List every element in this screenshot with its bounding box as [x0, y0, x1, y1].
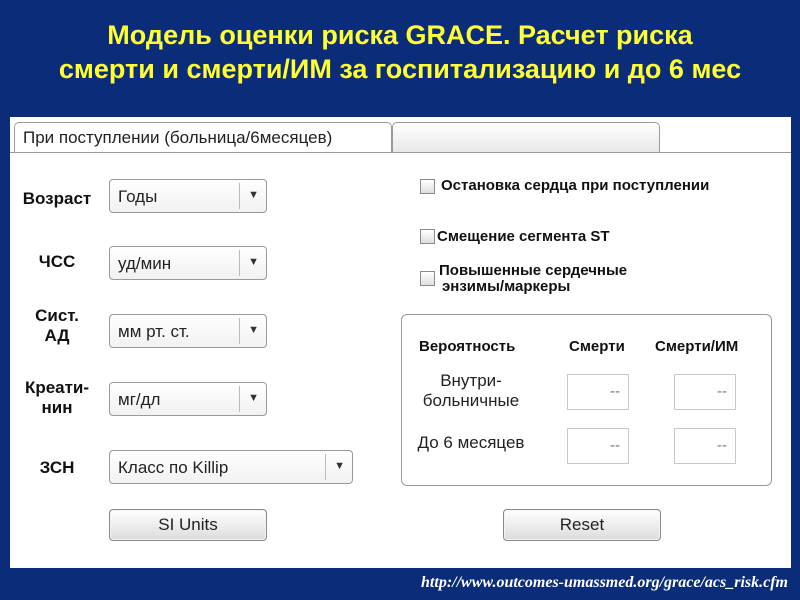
creatinine-label-line-2: нин	[41, 398, 73, 417]
st-deviation-checkbox[interactable]	[420, 229, 435, 244]
cardiac-enzymes-label	[439, 263, 627, 295]
cardiac-enzymes-label-line-1: Повышенные сердечные	[439, 262, 628, 279]
bp-select[interactable]	[109, 314, 267, 348]
in-hospital-death-mi-value: --	[674, 374, 736, 410]
age-select-value: Годы	[118, 187, 158, 206]
bp-label-line-1: Сист.	[35, 306, 79, 325]
in-hospital-death-value: --	[567, 374, 629, 410]
creatinine-label-line-1: Креати-	[24, 378, 90, 397]
in-hospital-label-line-2: больничные	[422, 391, 520, 410]
killip-select[interactable]	[109, 450, 353, 484]
bp-select-value: мм рт. ст.	[118, 322, 190, 341]
chevron-down-icon: ▼	[248, 189, 259, 201]
slide-title	[0, 18, 800, 86]
heart-rate-label: ЧСС	[38, 252, 76, 271]
results-box	[401, 314, 772, 486]
age-label: Возраст	[22, 189, 92, 208]
age-select[interactable]	[109, 179, 267, 213]
cardiac-enzymes-checkbox[interactable]	[420, 271, 435, 286]
chevron-down-icon: ▼	[334, 460, 345, 472]
six-months-label: До 6 месяцев	[417, 433, 525, 452]
reset-button[interactable]: Reset	[503, 509, 661, 541]
six-months-death-value: --	[567, 428, 629, 464]
heart-rate-select[interactable]	[109, 246, 267, 280]
si-units-button[interactable]: SI Units	[109, 509, 267, 541]
chevron-down-icon: ▼	[248, 324, 259, 336]
in-hospital-label	[408, 371, 534, 411]
cardiac-enzymes-label-line-2: энзимы/маркеры	[442, 278, 571, 295]
creatinine-select[interactable]	[109, 382, 267, 416]
st-deviation-label: Смещение сегмента ST	[437, 228, 610, 245]
probability-header: Вероятность	[419, 338, 516, 355]
creatinine-label	[16, 378, 98, 418]
slide-title-line-2: смерти и смерти/ИМ за госпитализацию и до 6 мес	[58, 54, 742, 84]
slide-title-line-1: Модель оценки риска GRACE. Расчет риска	[107, 20, 693, 50]
chf-label: ЗСН	[39, 458, 75, 477]
tab-admission[interactable]: При поступлении (больница/6месяцев)	[14, 122, 392, 152]
in-hospital-label-line-1: Внутри-	[440, 371, 502, 390]
six-months-death-mi-value: --	[674, 428, 736, 464]
tab-second[interactable]	[392, 122, 660, 152]
death-mi-header: Смерти/ИМ	[655, 338, 739, 355]
bp-label	[16, 306, 98, 346]
killip-select-value: Класс по Killip	[118, 458, 229, 477]
creatinine-select-value: мг/дл	[118, 390, 161, 409]
heart-rate-select-value: уд/мин	[118, 254, 172, 273]
chevron-down-icon: ▼	[248, 392, 259, 404]
source-url[interactable]: http://www.outcomes-umassmed.org/grace/acs_risk.cfm	[421, 574, 788, 591]
death-header: Смерти	[569, 338, 625, 355]
chevron-down-icon: ▼	[248, 256, 259, 268]
cardiac-arrest-label: Остановка сердца при поступлении	[441, 177, 710, 194]
grace-calculator-panel	[10, 117, 791, 568]
bp-label-line-2: АД	[44, 326, 70, 345]
cardiac-arrest-checkbox[interactable]	[420, 179, 435, 194]
